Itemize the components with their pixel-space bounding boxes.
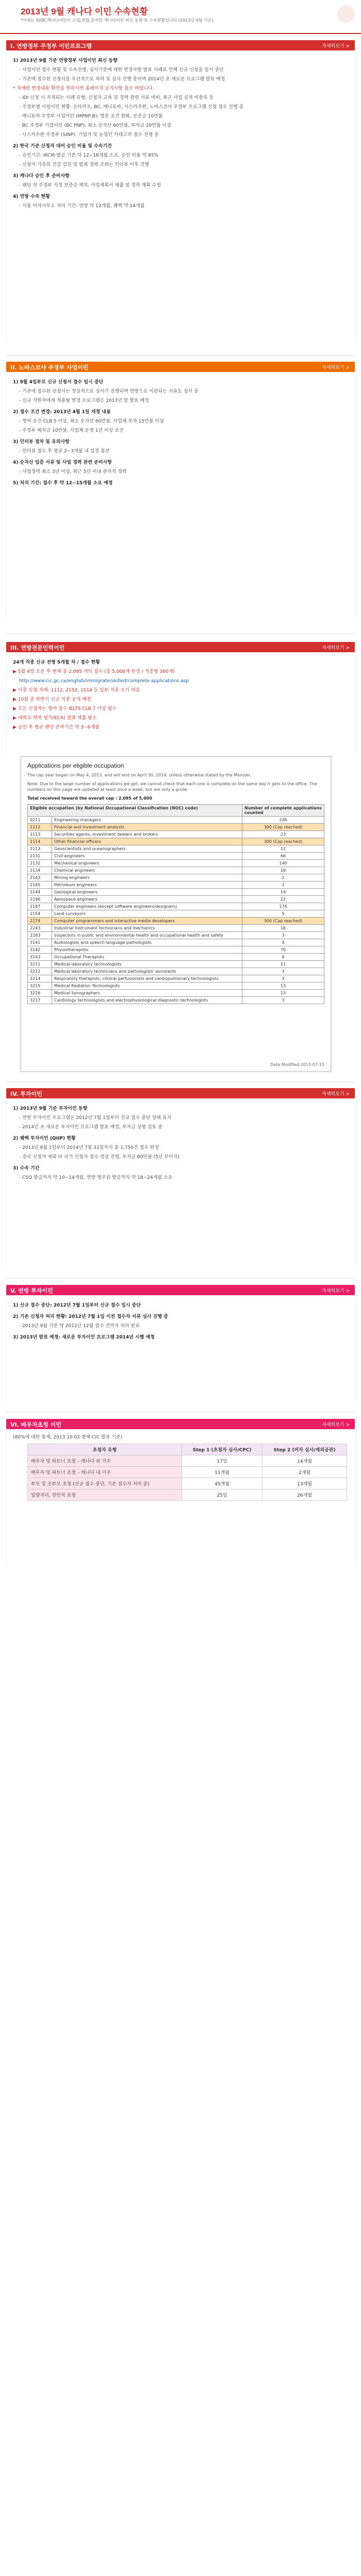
text-line: - 기존에 접수된 신청서는 정상적으로 심사가 진행되며 연방으로 이관되는 서류도 심사 중 bbox=[19, 389, 199, 394]
text-line: 2) 접수 조건 변경: 2013년 4월 1일 개정 내용 bbox=[13, 410, 111, 415]
table-cell-cap: 66 bbox=[242, 853, 324, 860]
table-cell-step1: 25일 bbox=[182, 1489, 262, 1501]
table-cell-cap: 1 bbox=[242, 882, 324, 889]
page-title: 2013년 9월 캐나다 이민 수속현황 bbox=[21, 7, 148, 16]
table-cell-cap: 11 bbox=[242, 845, 324, 853]
table-row bbox=[28, 853, 324, 860]
text-line: 3) 캐나다 승인 후 준비사항 bbox=[13, 174, 70, 179]
text-line: - 사업이민 접수 현황 및 수속진행, 심사기준에 대한 변경사항 발표 사례로 인해 신규 신청을 일시 중단 bbox=[19, 67, 224, 73]
column-header-occupation: Eligible occupation (by National Occupational Classification (NOC) code) bbox=[28, 805, 242, 817]
page-header bbox=[0, 0, 361, 34]
table-cell-code: 1114 bbox=[28, 838, 52, 845]
section-title: II. 노바스코샤 주정부 사업이민 bbox=[10, 364, 89, 371]
table-cell-code: 2132 bbox=[28, 860, 52, 867]
table-row bbox=[28, 968, 324, 975]
table-cell-code: 3141 bbox=[28, 939, 52, 946]
table-cell-name: Securities agents, investment dealers and brokers bbox=[52, 831, 242, 838]
table-cell-code: 2145 bbox=[28, 882, 52, 889]
text-line: - 서울 비자사무소 처리 기간: 연방 약 12개월, 퀘벡 약 14개월 bbox=[19, 204, 145, 209]
section-body-6 bbox=[6, 1432, 356, 1566]
more-link[interactable]: 자세히보기 > bbox=[322, 1092, 350, 1097]
header-note: *아래는 SVRC캐나다이민이 수집,취합,분석한 캐나다이민 최신 동향 및 수속현황입니다 (2013년 9월 기준). bbox=[21, 18, 215, 23]
text-line: - CSQ 발급까지 약 10~14개월, 연방 영주권 발급까지 약 18~24개월 소요 bbox=[19, 1175, 173, 1180]
text-line: - 영어 요건 CLB 5 이상, 최소 순자산 60만불, 사업체 투자 15만불 이상 bbox=[19, 419, 164, 424]
table-cell-cap: 22 bbox=[242, 896, 324, 903]
table-cell-code: 3211 bbox=[28, 961, 52, 968]
table-row bbox=[28, 889, 324, 896]
text-line: - 중국 신청자 제외 타 국가 신청자 접수 정상 진행, 투자금 80만불 (5년 무이자) bbox=[19, 1155, 179, 1160]
more-link[interactable]: 자세히보기 > bbox=[322, 1289, 350, 1294]
text-line: - 기존에 접수된 신청서를 우선적으로 처리 및 심사 진행 중이며 2014년 초 새로운 프로그램 발표 예정 bbox=[19, 77, 225, 82]
table-cell-name: Respiratory therapists, clinical perfusionists and cardiopulmonary technologists bbox=[52, 975, 242, 982]
table-cell-name: Medical Radiation Technologists bbox=[52, 982, 242, 990]
table-cell-cap: 300 (Cap reached) bbox=[242, 838, 324, 845]
column-header: 초청자 유형 bbox=[28, 1444, 182, 1455]
text-line: 1) 신규 접수 중단: 2012년 7월 1일부터 신규 접수 일시 중단 bbox=[13, 1303, 141, 1308]
date-modified: Date Modified:2013-07-15 bbox=[270, 1062, 324, 1067]
section-title: III. 연방전문인력이민 bbox=[10, 645, 65, 651]
column-header: Step 2 (비자 심사/재외공관) bbox=[262, 1444, 347, 1455]
table-cell-name: Audiologists and speech-language pathologists bbox=[52, 939, 242, 946]
text-line: - 2013년 9월 기준 약 2012년 12월 접수 건까지 처리 완료 bbox=[19, 1324, 140, 1329]
section-title: IV. 투자이민 bbox=[10, 1091, 42, 1097]
section-3-lines bbox=[7, 659, 355, 731]
text-line: - 랜딩 전 주정부 지정 보증금 예치, 사업계획서 제출 및 정착 계획 수립 bbox=[19, 183, 161, 188]
text-line: - 신청자 가족의 건강 검진 및 범죄 경력 조회는 인터뷰 이후 진행 bbox=[19, 162, 150, 167]
text-line: ▶ 5월 4일 오픈 후 현재 총 2,095 개의 접수 (총 5,000개 한정 / 직종별 300개) bbox=[13, 669, 175, 674]
table-cell-name: Land surveyors bbox=[52, 910, 242, 918]
text-line: · BC 주정부 기업이민 (BC PNP): 최소 순자산 60만불, 투자금 20만불 이상 bbox=[19, 123, 171, 128]
text-line: * 자세한 변경내용 확인을 원하시면 홈페이지 공지사항 참조 바랍니다. bbox=[13, 86, 154, 91]
table-row bbox=[28, 1455, 347, 1467]
table-cell-cap: 13 bbox=[242, 982, 324, 990]
table-cell-code: 3212 bbox=[28, 968, 52, 975]
section-body-2 bbox=[6, 375, 356, 617]
column-header: Step 1 (초청자 심사/CPC) bbox=[182, 1444, 262, 1455]
table-cell-code: 2154 bbox=[28, 910, 52, 918]
table-row bbox=[28, 990, 324, 997]
table-cell-name: Physiotherapists bbox=[52, 946, 242, 954]
section-bar-6 bbox=[6, 1419, 355, 1429]
table-cell-step1: 45개월 bbox=[182, 1478, 262, 1489]
card-intro-1: The cap year began on May 4, 2013, and will end on April 30, 2014, unless otherwise stated by the Minister. bbox=[27, 773, 252, 777]
table-cell-cap: 13 bbox=[242, 990, 324, 997]
table-cell-code: 3143 bbox=[28, 954, 52, 961]
text-line: - 주정부별 사업이민 현황: 온타리오, BC, 매니토바, 사스카추완, 노바스코샤 주정부 프로그램 신청 접수 진행 중 bbox=[19, 105, 244, 110]
text-line: ▶ 대학교 학력 평가(ECA) 결과 제출 필수 bbox=[13, 716, 97, 721]
table-cell-cap: 70 bbox=[242, 946, 324, 954]
section-bar-5 bbox=[6, 1285, 355, 1295]
text-line: - 주정부 예치금 10만불, 사업체 운영 1년 이상 조건 bbox=[19, 428, 124, 433]
table-cell-name: Mechanical engineers bbox=[52, 860, 242, 867]
text-line: 1) 2013년 9월 기준 연방정부 사업이민 최신 동향 bbox=[13, 58, 118, 63]
text-line: 1) 9월 4일부로 신규 신청서 접수 일시 중단 bbox=[13, 380, 104, 385]
table-cell-code: 2147 bbox=[28, 903, 52, 910]
text-line: 3) 인터뷰 절차 및 유의사항 bbox=[13, 439, 70, 445]
section-body-1 bbox=[6, 54, 356, 342]
table-cell-name: Geoscientists and oceanographers bbox=[52, 845, 242, 853]
table-cell-code: 2131 bbox=[28, 853, 52, 860]
table-cell-cap: 18 bbox=[242, 867, 324, 874]
table-cell-step2: 14개월 bbox=[262, 1455, 347, 1467]
table-cell-code: 1112 bbox=[28, 824, 52, 831]
text-line: - 인터뷰 접수 후 평균 2~3개월 내 일정 통보 bbox=[19, 449, 110, 454]
table-cell-cap: 2 bbox=[242, 874, 324, 882]
section-1-lines bbox=[7, 58, 355, 209]
table-cell-name: Petroleum engineers bbox=[52, 882, 242, 889]
section-bar-1 bbox=[6, 40, 355, 50]
table-cell-name: Occupational Therapists bbox=[52, 954, 242, 961]
column-header-count: Number of complete applications counted bbox=[242, 805, 324, 817]
table-cell-name: Computer programmers and interactive media developers bbox=[52, 918, 242, 925]
table-cell-code: 3216 bbox=[28, 990, 52, 997]
table-row bbox=[28, 838, 324, 845]
table-row bbox=[28, 997, 324, 1004]
table-cell-code: 2143 bbox=[28, 874, 52, 882]
table-cell-cap: 5 bbox=[242, 910, 324, 918]
section-body-3 bbox=[6, 655, 356, 753]
table-row bbox=[28, 845, 324, 853]
table-cell-code: 3142 bbox=[28, 946, 52, 954]
table-cell-code: 3217 bbox=[28, 997, 52, 1004]
table-header-row bbox=[28, 1444, 347, 1455]
more-link[interactable]: 자세히보기 > bbox=[322, 646, 350, 651]
text-line: · 매니토바 주정부 사업이민 (MPNP-B): 방문 요건 완화, 보증금 10만불 bbox=[19, 114, 163, 119]
table-row bbox=[28, 874, 324, 882]
table-cell-name: Financial and investment analysts bbox=[52, 824, 242, 831]
row-label: 배우자 및 파트너 초청 – 캐나다 외 거주 bbox=[28, 1455, 182, 1467]
table-cell-code: 3215 bbox=[28, 982, 52, 990]
table-row bbox=[28, 961, 324, 968]
text-line: http://www.cic.gc.ca/english/immigrate/skilled/complete-applications.asp bbox=[19, 679, 189, 684]
section-title: V. 연방 투자이민 bbox=[10, 1287, 53, 1294]
section-title: I. 연방정부 주정부 이민프로그램 bbox=[10, 43, 92, 49]
text-line: ▶ 승인 후 평균 랜딩 준비기간 약 3~6개월 bbox=[13, 725, 100, 730]
section-bar-4 bbox=[6, 1088, 355, 1098]
table-cell-cap: 14 bbox=[242, 889, 324, 896]
section-2-lines bbox=[7, 379, 355, 486]
table-cell-name: Medical Sonographers bbox=[52, 990, 242, 997]
table-cell-code: 0211 bbox=[28, 817, 52, 824]
table-row bbox=[28, 831, 324, 838]
text-line: - 사업경력 최소 3년 이상, 최근 5년 이내 관리직 경력 bbox=[19, 469, 127, 474]
table-cell-name: Geological engineers bbox=[52, 889, 242, 896]
row-label: 입양자녀, 친인척 초청 bbox=[28, 1489, 182, 1501]
text-line: ▶ 모든 신청자는 영어 점수 IELTS CLB 7 이상 필수 bbox=[13, 706, 117, 711]
section-bar-3 bbox=[6, 642, 355, 652]
text-line: - 2014년 초 새로운 투자이민 프로그램 발표 예정, 투자금 상향 검토 중 bbox=[19, 1125, 162, 1130]
table-cell-code: 2134 bbox=[28, 867, 52, 874]
section-5-lines bbox=[7, 1302, 355, 1341]
table-row bbox=[28, 867, 324, 874]
section-6-intro: (80%에 대한 통계, 2013.10.02 현재 CIC 발표 기준) bbox=[13, 1435, 123, 1440]
text-line: 2) 한국 기준 신청자 대비 승인 비율 및 수속기간 bbox=[13, 144, 112, 149]
table-cell-cap: 140 bbox=[242, 860, 324, 867]
table-row bbox=[28, 939, 324, 946]
text-line: 4) 연방 수속 현황 bbox=[13, 194, 50, 199]
more-link[interactable]: 자세히보기 > bbox=[322, 1422, 350, 1428]
text-line: - 승인기간: IRCM 발급 기준 약 12~18개월 소요, 승인 비율 약 85% bbox=[19, 153, 159, 158]
section-body-4 bbox=[6, 1101, 356, 1266]
text-line: 2) 퀘벡 투자이민 (QIIP) 현황 bbox=[13, 1136, 76, 1141]
table-header-row bbox=[28, 805, 324, 817]
table-cell-name: Civil engineers bbox=[52, 853, 242, 860]
table-cell-code: 2113 bbox=[28, 845, 52, 853]
table-row bbox=[28, 954, 324, 961]
text-line: ▶ 10월 중 하반기 신규 직종 공지 예정 bbox=[13, 697, 91, 702]
table-row bbox=[28, 925, 324, 932]
text-line: - 연방 투자이민 프로그램은 2012년 7월 1일부터 신규 접수 중단 상태 유지 bbox=[19, 1115, 172, 1121]
table-row bbox=[28, 918, 324, 925]
table-row bbox=[28, 975, 324, 982]
table-cell-step1: 17일 bbox=[182, 1455, 262, 1467]
table-cell-cap: 6 bbox=[242, 954, 324, 961]
card-title: Applications per eligible occupation bbox=[27, 762, 124, 769]
more-link[interactable]: 자세히보기 > bbox=[322, 44, 350, 49]
text-line: 1) 2013년 9월 기준 투자이민 동향 bbox=[13, 1106, 88, 1111]
table-cell-step1: 11개월 bbox=[182, 1467, 262, 1478]
text-line: 3) 수속 기간 bbox=[13, 1166, 40, 1171]
text-line: - IDI 신청 시 지적되는 사례 유형: 신청자 교육 및 경력 관련 서류 미비, 최근 사업 실적 미충족 등 bbox=[19, 95, 214, 100]
table-cell-name: Engineering managers bbox=[52, 817, 242, 824]
table-row bbox=[28, 896, 324, 903]
table-cell-code: 2144 bbox=[28, 889, 52, 896]
sponsorship-table bbox=[27, 1444, 347, 1501]
table-row bbox=[28, 817, 324, 824]
table-cell-cap: 300 (Cap reached) bbox=[242, 824, 324, 831]
table-cell-cap: 174 bbox=[242, 903, 324, 910]
table-row bbox=[28, 1489, 347, 1501]
applications-card bbox=[21, 756, 331, 1072]
table-row bbox=[28, 932, 324, 939]
table-row bbox=[28, 1467, 347, 1478]
section-bar-2 bbox=[6, 362, 355, 372]
table-cell-name: Industrial instrument technicians and mechanics bbox=[52, 925, 242, 932]
text-line: - 신규 지원자에게 적용될 변경 프로그램은 2013년 말 발표 예정 bbox=[19, 398, 149, 403]
table-cell-code: 2146 bbox=[28, 896, 52, 903]
table-cell-name: Cardiology technologists and electrophysiological diagnostic technologists bbox=[52, 997, 242, 1004]
table-cell-step2: 26개월 bbox=[262, 1489, 347, 1501]
table-row bbox=[28, 860, 324, 867]
table-row bbox=[28, 903, 324, 910]
card-intro-2: Note: Due to the large number of applications we get, we cannot check that each one is complete on the same day it gets to the office. The numbers on this page are updated at least once a week, but are only a guide. bbox=[27, 782, 317, 792]
header-decoration bbox=[337, 5, 355, 23]
table-row bbox=[28, 882, 324, 889]
text-line: 24개 직종 신규 전형 5개월 차 / 접수 현황 bbox=[13, 660, 100, 665]
table-cell-cap: 236 bbox=[242, 817, 324, 824]
table-row bbox=[28, 1478, 347, 1489]
occupation-table bbox=[27, 804, 324, 1004]
table-row bbox=[28, 910, 324, 918]
table-cell-code: 1113 bbox=[28, 831, 52, 838]
table-cell-code: 2174 bbox=[28, 918, 52, 925]
table-cell-cap: 3 bbox=[242, 968, 324, 975]
table-cell-code: 2263 bbox=[28, 932, 52, 939]
table-cell-step2: 2개월 bbox=[262, 1467, 347, 1478]
table-cell-name: Other financial officers bbox=[52, 838, 242, 845]
section-title: VI. 배우자초청 이민 bbox=[10, 1421, 61, 1428]
table-cell-cap: 3 bbox=[242, 997, 324, 1004]
table-cell-cap: 11 bbox=[242, 961, 324, 968]
section-4-lines bbox=[7, 1106, 355, 1181]
table-cell-code: 3214 bbox=[28, 975, 52, 982]
text-line: 4) 순자산 입증 서류 및 사업 경력 관련 준비사항 bbox=[13, 460, 112, 465]
card-total: Total received toward the overall cap : 2,095 of 5,000 bbox=[27, 796, 152, 801]
table-cell-cap: 3 bbox=[242, 932, 324, 939]
table-cell-cap: 23 bbox=[242, 831, 324, 838]
table-cell-name: Inspectors in public and environmental health and occupational health and safety bbox=[52, 932, 242, 939]
text-line: 2) 기존 신청자 처리 현황: 2012년 7월 1일 이전 접수자 서류 심사 진행 중 bbox=[13, 1314, 168, 1319]
table-cell-name: Mining engineers bbox=[52, 874, 242, 882]
divider bbox=[6, 355, 355, 356]
text-line: 3) 2013년 발표 예정: 새로운 투자이민 프로그램 2014년 시행 예정 bbox=[13, 1335, 155, 1340]
table-cell-name: Aerospace engineers bbox=[52, 896, 242, 903]
table-cell-name: Medical laboratory technicians and pathologists' assistants bbox=[52, 968, 242, 975]
table-row bbox=[28, 946, 324, 954]
table-cell-name: Medical laboratory technologists bbox=[52, 961, 242, 968]
table-cell-step2: 13개월 bbox=[262, 1478, 347, 1489]
text-line: ▶ 이중 신청 적체: 1112, 2152, 1114 등 일부 직종 조기 마감 bbox=[13, 688, 140, 693]
row-label: 부모 및 조부모 초청 (신규 접수 중단, 기존 접수자 처리 중) bbox=[28, 1478, 182, 1489]
table-cell-cap: 16 bbox=[242, 925, 324, 932]
text-line: - 2013년 8월 1일부터 2014년 7월 31일까지 총 1,750건 접수 한정 bbox=[19, 1145, 159, 1150]
table-cell-name: Computer engineers (except software engineers/designers) bbox=[52, 903, 242, 910]
text-line: 5) 처리 기간: 접수 후 약 12~15개월 소요 예정 bbox=[13, 481, 113, 486]
section-body-5 bbox=[6, 1298, 356, 1401]
table-cell-cap: 3 bbox=[242, 975, 324, 982]
table-cell-cap: 4 bbox=[242, 939, 324, 946]
table-row bbox=[28, 824, 324, 831]
text-line: · 사스카추완 주정부 (SINP): 기업가 및 농업인 카테고리 접수 진행 중 bbox=[19, 132, 159, 138]
table-cell-name: Chemical engineers bbox=[52, 867, 242, 874]
table-cell-cap: 300 (Cap reached) bbox=[242, 918, 324, 925]
more-link[interactable]: 자세히보기 > bbox=[322, 365, 350, 370]
table-cell-code: 2243 bbox=[28, 925, 52, 932]
table-row bbox=[28, 982, 324, 990]
row-label: 배우자 및 파트너 초청 – 캐나다 내 거주 bbox=[28, 1467, 182, 1478]
